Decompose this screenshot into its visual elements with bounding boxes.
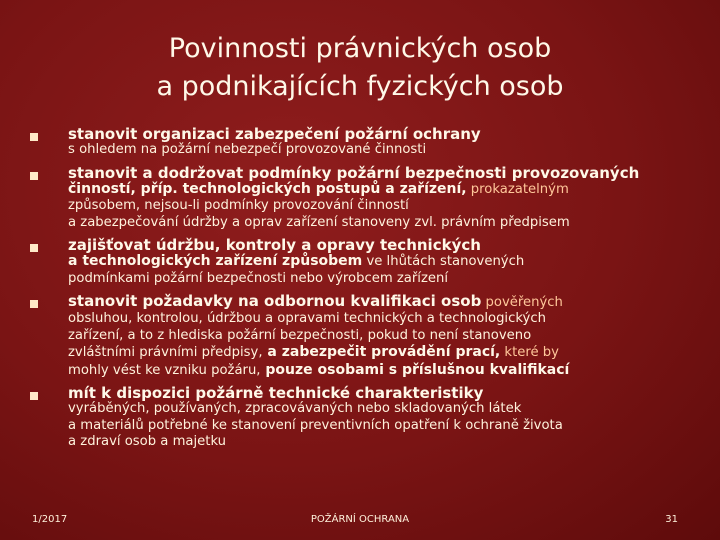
item-text: a zdraví osob a majetku xyxy=(68,434,227,449)
item-emphasis: a zabezpečit provádění prací, xyxy=(262,344,501,360)
item-text-line xyxy=(68,181,690,199)
item-text-part: zvláštními právními předpisy, xyxy=(68,345,263,360)
title-line-1: Povinnosti právnických osob xyxy=(168,33,552,64)
item-text-part: mohly vést ke vzniku požáru, xyxy=(68,362,261,378)
item-text: a materiálů potřebné ke stanovení preventivních opatření k ochraně života xyxy=(68,417,563,433)
item-lead-line xyxy=(68,293,690,311)
footer-title: POŽÁRNÍ OCHRANA xyxy=(310,514,410,525)
square-bullet-icon xyxy=(30,300,38,308)
item-text: a zabezpečování údržby a oprav zařízení stanoveny zvl. právním předpisem xyxy=(68,214,570,230)
square-bullet-icon xyxy=(30,392,38,400)
item-highlight: prokazatelným xyxy=(466,181,569,197)
item-text: obsluhou, kontrolou, údržbou a opravami technických a technologických xyxy=(68,311,546,326)
item-text: způsobem, nejsou-li podmínky provozování činností xyxy=(68,198,409,213)
item-highlight: které by xyxy=(500,345,559,360)
item-text: zařízení, a to z hlediska požární bezpečnosti, pokud to není stanoveno xyxy=(68,327,532,343)
item-text-line xyxy=(68,344,690,362)
item-lead: stanovit organizaci zabezpečení požární ochrany xyxy=(68,125,481,143)
item-lead: stanovit a dodržovat podmínky požární bezpečnosti provozovaných xyxy=(68,163,640,182)
item-highlight: pověřených xyxy=(481,295,563,310)
square-bullet-icon xyxy=(30,133,38,141)
list-item xyxy=(0,385,720,451)
item-text: s ohledem na požární nebezpečí provozované činnosti xyxy=(68,142,427,157)
item-text: podmínkami požární bezpečnosti nebo výrobcem zařízení xyxy=(68,270,449,286)
item-text-line xyxy=(68,362,690,380)
item-emphasis: činností, příp. technologických postupů a zařízení, xyxy=(68,180,467,197)
title-line-2: a podnikajících fyzických osob xyxy=(156,71,564,102)
item-lead: mít k dispozici požárně technické charakteristiky xyxy=(68,384,484,402)
item-lead: zajišťovat údržbu, kontroly a opravy technických xyxy=(68,236,481,254)
square-bullet-icon xyxy=(30,244,38,252)
item-text: vyráběných, používaných, zpracovávaných nebo skladovaných látek xyxy=(68,401,522,416)
list-item xyxy=(0,293,720,379)
bullet-list xyxy=(0,126,720,457)
item-text-tail: ve lhůtách stanovených xyxy=(362,254,525,269)
page-number: 31 xyxy=(665,514,678,525)
slide-title xyxy=(60,30,660,106)
list-item xyxy=(0,165,720,232)
item-text-line xyxy=(68,253,690,271)
item-lead: stanovit požadavky na odbornou kvalifikaci osob xyxy=(68,292,482,310)
list-item xyxy=(0,237,720,287)
footer-date: 1/2017 xyxy=(32,514,68,525)
square-bullet-icon xyxy=(30,172,38,180)
list-item xyxy=(0,126,720,159)
item-emphasis: pouze osobami s příslušnou kvalifikací xyxy=(260,361,570,378)
item-emphasis: a technologických zařízení způsobem xyxy=(68,253,363,269)
